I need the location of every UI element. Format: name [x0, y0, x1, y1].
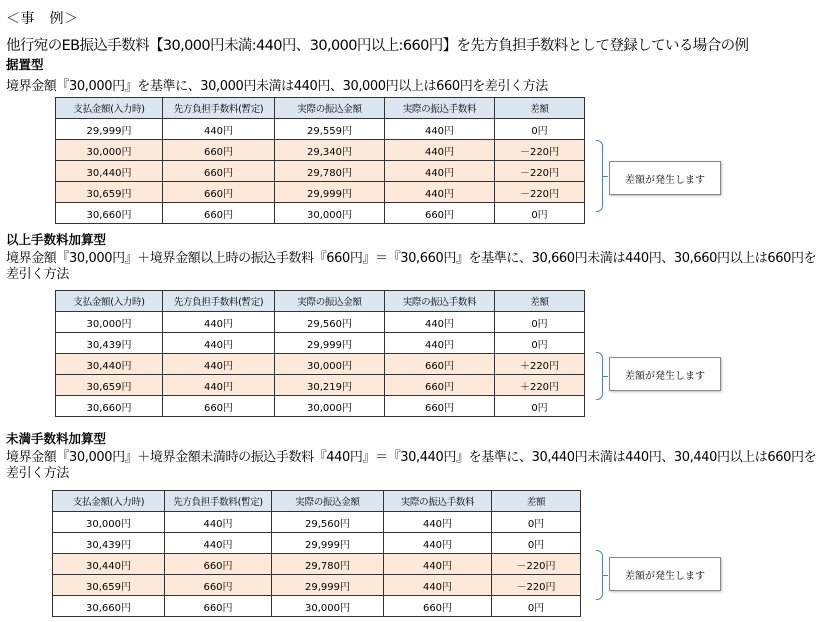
table-cell: 29,999円	[272, 575, 384, 596]
table-cell: 440円	[165, 533, 272, 554]
section-title-sueoki: 据置型	[6, 57, 44, 72]
section-description-sueoki: 境界金額『30,000円』を基準に、30,000円未満は440円、30,000円以上は660円を差引く方法	[6, 79, 548, 94]
table-cell: 0円	[495, 312, 585, 333]
table-cell: 0円	[495, 333, 585, 354]
table-cell: 440円	[163, 354, 275, 375]
table-row	[56, 140, 585, 161]
table-row	[56, 312, 585, 333]
table-cell: 440円	[385, 119, 495, 140]
table-cell: 440円	[384, 533, 492, 554]
table-cell: 660円	[163, 161, 275, 182]
table-cell: 660円	[165, 596, 272, 617]
table-cell: 29,780円	[272, 554, 384, 575]
difference-note: 差額が発生します	[609, 357, 721, 391]
table-cell: 660円	[163, 396, 275, 417]
table-cell: 29,999円	[272, 533, 384, 554]
table-row	[53, 575, 581, 596]
table-cell: 0円	[495, 203, 585, 224]
difference-brace	[596, 140, 603, 212]
table-cell: 660円	[385, 396, 495, 417]
table-cell: 440円	[385, 333, 495, 354]
table-row	[56, 119, 585, 140]
table-cell: 30,440円	[56, 161, 163, 182]
table-cell: ＋220円	[495, 375, 585, 396]
table-cell: 29,560円	[272, 512, 384, 533]
table-cell: 660円	[163, 182, 275, 203]
column-header: 実際の振込手数料	[385, 98, 495, 119]
table-cell: 440円	[163, 119, 275, 140]
section-description-ijou: 境界金額『30,000円』＋境界金額以上時の振込手数料『660円』＝『30,660円』を基準に、30,660円未満は440円、30,660円以上は660円を差引く方法	[6, 251, 817, 282]
table-row	[56, 354, 585, 375]
table-cell: 440円	[385, 182, 495, 203]
table-cell: 660円	[385, 203, 495, 224]
page-headline: 他行宛のEB振込手数料【30,000円未満:440円、30,000円以上:660円】を先方負担手数料として登録している場合の例	[6, 38, 749, 54]
table-cell: 660円	[385, 375, 495, 396]
table-row	[53, 554, 581, 575]
table-cell: 30,440円	[53, 554, 165, 575]
column-header: 差額	[495, 98, 585, 119]
table-row	[56, 182, 585, 203]
table-cell: 440円	[384, 554, 492, 575]
table-cell: 440円	[385, 140, 495, 161]
table-cell: 30,000円	[275, 354, 385, 375]
column-header: 支払金額(入力時)	[53, 491, 165, 512]
table-cell: 30,439円	[56, 333, 163, 354]
table-cell: 30,000円	[272, 596, 384, 617]
table-cell: 660円	[384, 596, 492, 617]
table-cell: 29,559円	[275, 119, 385, 140]
table-cell: 440円	[163, 333, 275, 354]
table-cell: 440円	[163, 375, 275, 396]
table-cell: 0円	[492, 596, 581, 617]
table-cell: 440円	[384, 512, 492, 533]
table-cell: 29,999円	[275, 182, 385, 203]
table-cell: 0円	[495, 396, 585, 417]
table-cell: 30,659円	[56, 375, 163, 396]
column-header: 実際の振込手数料	[384, 491, 492, 512]
table-cell: 30,660円	[56, 396, 163, 417]
section-title-ijou: 以上手数料加算型	[6, 232, 107, 247]
column-header: 支払金額(入力時)	[56, 291, 163, 312]
table-cell: 440円	[385, 312, 495, 333]
fee-table-sueoki	[55, 97, 585, 224]
difference-brace	[596, 550, 603, 600]
table-cell: 30,000円	[56, 140, 163, 161]
table-row	[56, 161, 585, 182]
table-cell: 29,560円	[275, 312, 385, 333]
column-header: 実際の振込金額	[275, 98, 385, 119]
table-cell: 0円	[492, 533, 581, 554]
table-row	[53, 533, 581, 554]
difference-note: 差額が発生します	[609, 161, 721, 195]
table-cell: 660円	[165, 554, 272, 575]
column-header: 差額	[492, 491, 581, 512]
table-row	[56, 333, 585, 354]
column-header: 実際の振込金額	[275, 291, 385, 312]
table-cell: 0円	[495, 119, 585, 140]
column-header: 支払金額(入力時)	[56, 98, 163, 119]
table-cell: －220円	[495, 182, 585, 203]
table-row	[56, 375, 585, 396]
table-cell: 660円	[163, 140, 275, 161]
table-cell: 30,659円	[56, 182, 163, 203]
table-cell: 30,000円	[275, 396, 385, 417]
table-cell: 30,660円	[53, 596, 165, 617]
table-cell: 30,659円	[53, 575, 165, 596]
table-cell: 660円	[163, 203, 275, 224]
table-cell: 440円	[384, 575, 492, 596]
table-cell: 440円	[165, 512, 272, 533]
column-header: 先方負担手数料(暫定)	[165, 491, 272, 512]
table-cell: 440円	[163, 312, 275, 333]
column-header: 先方負担手数料(暫定)	[163, 98, 275, 119]
table-row	[56, 396, 585, 417]
table-cell: 29,999円	[56, 119, 163, 140]
table-cell: 30,000円	[56, 312, 163, 333]
table-cell: －220円	[492, 554, 581, 575]
table-cell: 440円	[385, 161, 495, 182]
table-cell: ＋220円	[495, 354, 585, 375]
column-header: 先方負担手数料(暫定)	[163, 291, 275, 312]
table-cell: 30,440円	[56, 354, 163, 375]
table-cell: 29,340円	[275, 140, 385, 161]
table-cell: －220円	[495, 140, 585, 161]
column-header: 実際の振込手数料	[385, 291, 495, 312]
column-header: 実際の振込金額	[272, 491, 384, 512]
table-row	[53, 596, 581, 617]
table-cell: 30,660円	[56, 203, 163, 224]
table-cell: 660円	[165, 575, 272, 596]
section-title-miman: 未満手数料加算型	[6, 431, 107, 446]
table-cell: 660円	[385, 354, 495, 375]
table-cell: －220円	[492, 575, 581, 596]
example-heading: ＜事 例＞	[6, 11, 79, 27]
table-row	[56, 203, 585, 224]
fee-table-miman	[52, 490, 581, 617]
table-cell: －220円	[495, 161, 585, 182]
table-cell: 0円	[492, 512, 581, 533]
section-description-miman: 境界金額『30,000円』＋境界金額未満時の振込手数料『440円』＝『30,440円』を基準に、30,440円未満は440円、30,440円以上は660円を差引く方法	[6, 450, 817, 481]
table-cell: 30,000円	[275, 203, 385, 224]
fee-table-ijou	[55, 290, 585, 417]
difference-brace	[596, 352, 603, 400]
table-cell: 29,780円	[275, 161, 385, 182]
table-cell: 30,219円	[275, 375, 385, 396]
table-cell: 29,999円	[275, 333, 385, 354]
table-cell: 30,439円	[53, 533, 165, 554]
table-cell: 30,000円	[53, 512, 165, 533]
difference-note: 差額が発生します	[609, 557, 721, 591]
table-row	[53, 512, 581, 533]
column-header: 差額	[495, 291, 585, 312]
